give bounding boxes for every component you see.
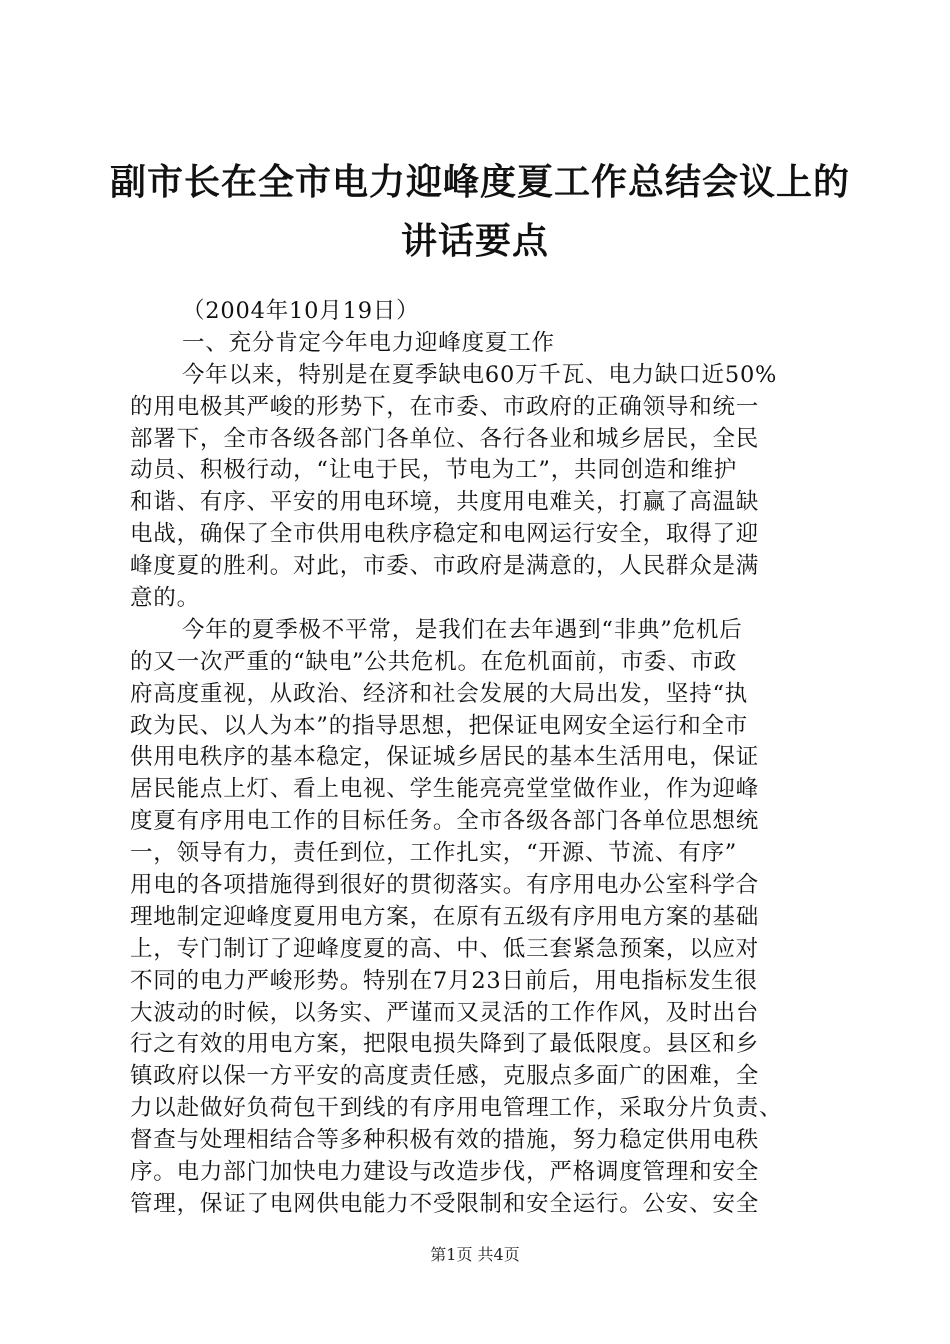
body-text-line: 府高度重视，从政治、经济和社会发展的大局出发，坚持“执	[130, 680, 749, 707]
body-text-line: 和谐、有序、平安的用电环境，共度用电难关，打赢了高温缺	[130, 489, 760, 516]
page-footer: 第1页 共4页	[430, 1245, 520, 1264]
body-text-line: 大波动的时候，以务实、严谨而又灵活的工作作风，及时出台	[130, 999, 760, 1026]
body-text-line: 序。电力部门加快电力建设与改造步伐，严格调度管理和安全	[130, 1159, 760, 1186]
body-text-line: 理地制定迎峰度夏用电方案，在原有五级有序用电方案的基础	[130, 903, 760, 930]
body-text-line: 今年以来，特别是在夏季缺电60万千瓦、电力缺口近50%	[182, 361, 778, 388]
body-text-line: 的用电极其严峻的形势下，在市委、市政府的正确领导和统一	[130, 393, 760, 420]
body-text-line: 电战，确保了全市供用电秩序稳定和电网运行安全，取得了迎	[130, 521, 760, 548]
document-title-line-2: 讲话要点	[400, 221, 549, 262]
body-text-line: 的又一次严重的“缺电”公共危机。在危机面前，市委、市政	[130, 648, 738, 675]
body-text-line: 行之有效的用电方案，把限电损失降到了最低限度。县区和乡	[130, 1031, 760, 1058]
body-text-line: 峰度夏的胜利。对此，市委、市政府是满意的，人民群众是满	[130, 553, 760, 580]
body-text-line: 用电的各项措施得到很好的贯彻落实。有序用电办公室科学合	[130, 872, 760, 899]
body-text-line: 今年的夏季极不平常，是我们在去年遇到“非典”危机后	[182, 616, 743, 643]
body-text-line: 上，专门制订了迎峰度夏的高、中、低三套紧急预案，以应对	[130, 935, 760, 962]
body-text-line: 一，领导有力，责任到位，工作扎实，“开源、节流、有序”	[130, 840, 738, 867]
body-text-line: 力以赴做好负荷包干到线的有序用电管理工作，采取分片负责、	[130, 1095, 783, 1122]
body-text-line: 居民能点上灯、看上电视、学生能亮亮堂堂做作业，作为迎峰	[130, 776, 760, 803]
body-text-line: 部署下，全市各级各部门各单位、各行各业和城乡居民，全民	[130, 425, 760, 452]
body-text-line: 一、充分肯定今年电力迎峰度夏工作	[182, 329, 555, 356]
body-text-line: 度夏有序用电工作的目标任务。全市各级各部门各单位思想统	[130, 808, 760, 835]
document-title-line-1: 副市长在全市电力迎峰度夏工作总结会议上的	[110, 162, 851, 203]
body-text-line: 管理，保证了电网供电能力不受限制和安全运行。公安、安全	[130, 1190, 760, 1217]
body-text-line: 督查与处理相结合等多种积极有效的措施，努力稳定供用电秩	[130, 1127, 760, 1154]
body-text-line: 动员、积极行动，“让电于民，节电为工”，共同创造和维护	[130, 457, 738, 484]
body-text-line: 镇政府以保一方平安的高度责任感，克服点多面广的困难，全	[130, 1063, 760, 1090]
body-text-line: 不同的电力严峻形势。特别在7月23日前后，用电指标发生很	[130, 967, 758, 994]
body-text-line: 政为民、以人为本”的指导思想，把保证电网安全运行和全市	[130, 712, 749, 739]
document-body	[130, 296, 850, 1221]
body-text-line: 供用电秩序的基本稳定，保证城乡居民的基本生活用电，保证	[130, 744, 760, 771]
body-text-line: （2004年10月19日）	[182, 298, 420, 324]
body-text-line: 意的。	[130, 585, 200, 612]
